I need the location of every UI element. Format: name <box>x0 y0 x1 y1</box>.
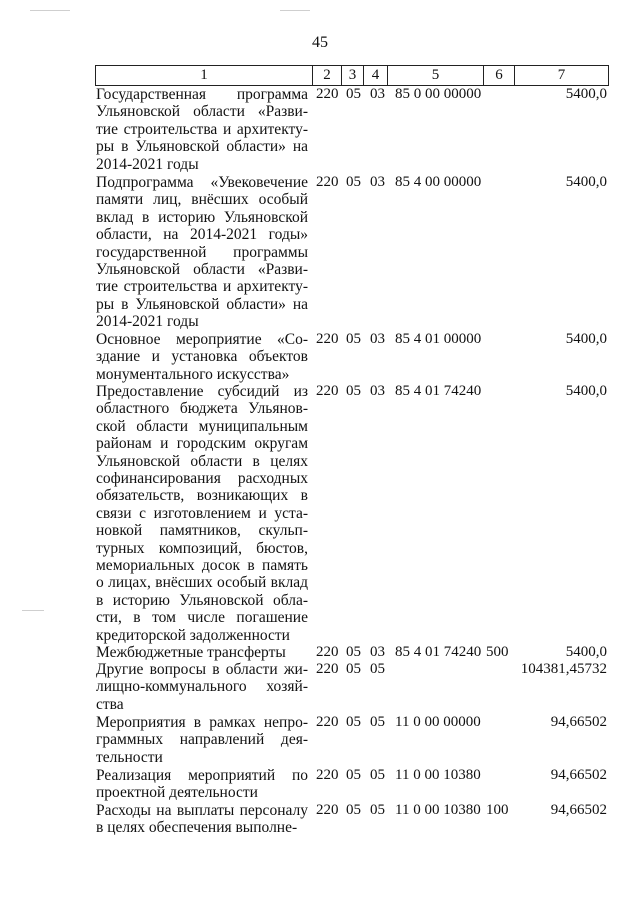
amount: 5400,0 <box>565 331 607 347</box>
row-name: Реализация мероприятий по проектной деятельности <box>96 767 308 802</box>
code-ministry: 220 <box>316 86 339 102</box>
table-row <box>0 802 640 842</box>
code-subsection: 05 <box>370 802 385 818</box>
code-expense-type: 100 <box>486 802 509 818</box>
row-name: Предоставление субсидий из областного бюджета Ульянов-ской области муниципальным районам и городским округам Ульяновской области в целях софинансирования расходных обязательств, возникающих в связи с изготовлением и уста-новкой памятников, скульп-турных композиций, бюстов, мемориальных досок в память о лицах, внёсших особый вклад в историю Ульяновской обла-сти, в том числе погашение кредиторской задолженности <box>96 383 308 644</box>
col-header-3: 3 <box>342 66 364 86</box>
row-name: Другие вопросы в области жи-лищно-коммунального хозяй-ства <box>96 661 308 713</box>
code-target-article: 85 4 00 00000 <box>395 174 482 190</box>
table-row <box>0 661 640 714</box>
table-row <box>0 644 640 661</box>
code-section: 05 <box>346 383 361 399</box>
code-subsection: 03 <box>370 174 385 190</box>
table-row <box>0 714 640 767</box>
code-target-article: 11 0 00 10380 <box>395 802 481 818</box>
code-subsection: 05 <box>370 767 385 783</box>
code-section: 05 <box>346 86 361 102</box>
amount: 5400,0 <box>565 86 607 102</box>
amount: 104381,45732 <box>520 661 607 677</box>
code-target-article: 85 4 01 74240 <box>395 383 482 399</box>
amount: 5400,0 <box>565 644 607 660</box>
scan-artifact <box>30 10 70 11</box>
row-name: Межбюджетные трансферты <box>96 644 286 661</box>
row-name: Государственная программа Ульяновской области «Разви-тие строительства и архитекту-ры в Ульяновской области» на 2014-2021 годы <box>96 86 308 173</box>
code-ministry: 220 <box>316 714 339 730</box>
row-name: Мероприятия в рамках непро-граммных направлений дея-тельности <box>96 714 308 766</box>
code-ministry: 220 <box>316 661 339 677</box>
code-target-article: 85 0 00 00000 <box>395 86 482 102</box>
table-row <box>0 331 640 383</box>
table-row <box>0 174 640 331</box>
amount: 94,66502 <box>550 767 607 783</box>
amount: 94,66502 <box>550 714 607 730</box>
table-row <box>0 86 640 174</box>
table-row <box>0 383 640 644</box>
code-section: 05 <box>346 802 361 818</box>
code-subsection: 03 <box>370 331 385 347</box>
code-section: 05 <box>346 644 361 660</box>
amount: 94,66502 <box>550 802 607 818</box>
code-ministry: 220 <box>316 331 339 347</box>
table-row <box>0 767 640 802</box>
code-section: 05 <box>346 767 361 783</box>
code-ministry: 220 <box>316 644 339 660</box>
amount: 5400,0 <box>565 383 607 399</box>
code-target-article: 85 4 01 00000 <box>395 331 482 347</box>
code-subsection: 05 <box>370 661 385 677</box>
row-name: Расходы на выплаты персоналу в целях обеспечения выполне- <box>96 802 308 837</box>
col-header-1: 1 <box>96 66 313 86</box>
code-subsection: 05 <box>370 714 385 730</box>
code-expense-type: 500 <box>486 644 509 660</box>
code-section: 05 <box>346 174 361 190</box>
code-subsection: 03 <box>370 86 385 102</box>
col-header-4: 4 <box>364 66 388 86</box>
code-section: 05 <box>346 661 361 677</box>
scan-artifact <box>280 10 310 11</box>
budget-table-body <box>0 86 640 842</box>
column-header-row <box>95 65 609 86</box>
code-subsection: 03 <box>370 644 385 660</box>
amount: 5400,0 <box>565 174 607 190</box>
code-subsection: 03 <box>370 383 385 399</box>
col-header-2: 2 <box>313 66 342 86</box>
code-target-article: 11 0 00 00000 <box>395 714 481 730</box>
col-header-7: 7 <box>515 66 609 86</box>
code-target-article: 85 4 01 74240 <box>395 644 482 660</box>
col-header-6: 6 <box>484 66 515 86</box>
code-ministry: 220 <box>316 767 339 783</box>
code-ministry: 220 <box>316 802 339 818</box>
code-target-article: 11 0 00 10380 <box>395 767 481 783</box>
code-section: 05 <box>346 714 361 730</box>
col-header-5: 5 <box>388 66 484 86</box>
row-name: Подпрограмма «Увековечение памяти лиц, внёсших особый вклад в историю Ульяновской области, на 2014-2021 годы» государственной программы Ульяновской области «Разви-тие строительства и архитекту-ры в Ульяновской области» на 2014-2021 годы <box>96 174 308 331</box>
code-ministry: 220 <box>316 174 339 190</box>
code-ministry: 220 <box>316 383 339 399</box>
page-number: 45 <box>312 34 328 51</box>
code-section: 05 <box>346 331 361 347</box>
row-name: Основное мероприятие «Со-здание и установка объектов монументального искусства» <box>96 331 308 383</box>
